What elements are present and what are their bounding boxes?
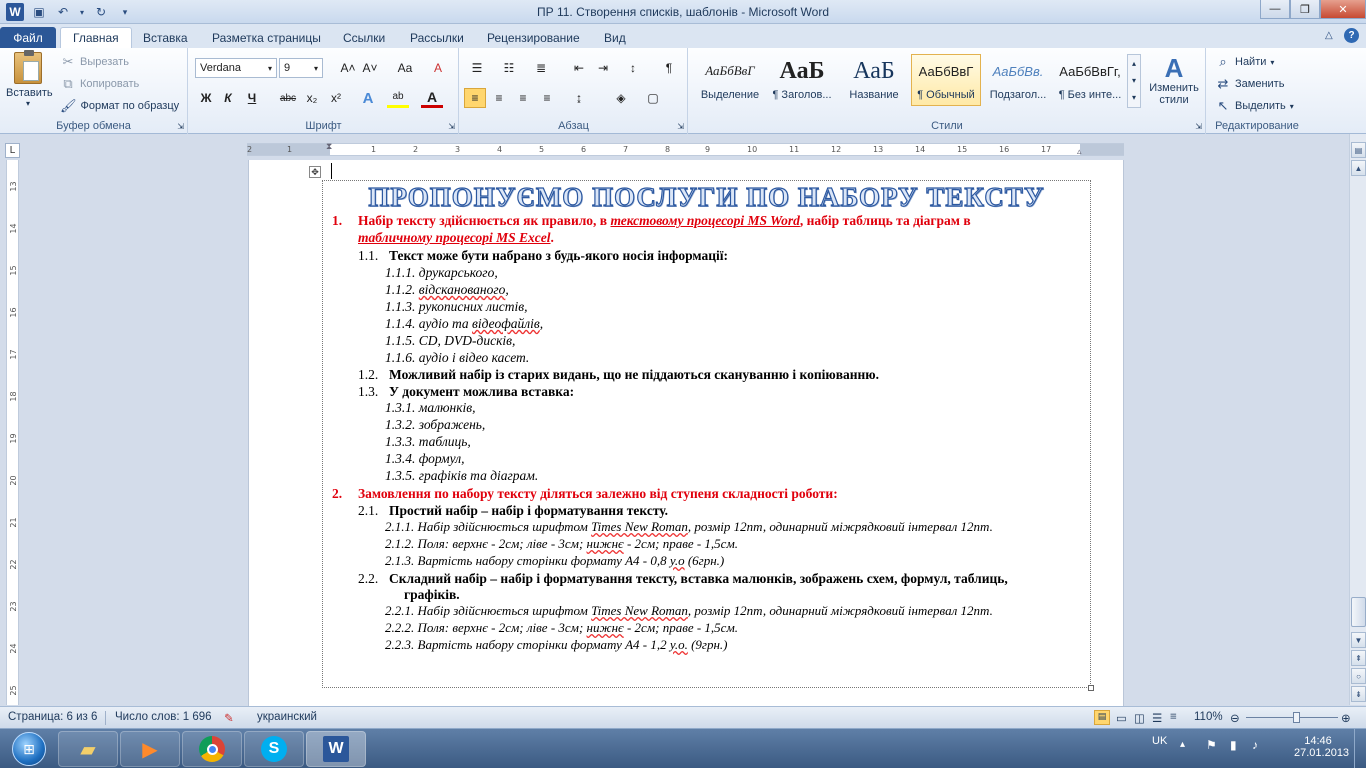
align-center-icon[interactable]: ≡: [495, 91, 503, 105]
copy-icon: ⧉: [63, 76, 73, 91]
clock-time: 14:46: [1304, 735, 1332, 747]
ruler-tick: 1: [287, 145, 293, 154]
list-text: ,: [539, 316, 544, 331]
minimize-button[interactable]: —: [1260, 0, 1290, 19]
list-text: 1.1.2.: [385, 282, 419, 297]
increase-indent-icon[interactable]: ⇥: [597, 61, 609, 75]
list-number: 1.3.: [358, 384, 379, 399]
list-item: [358, 248, 378, 264]
show-desktop-button[interactable]: [1354, 729, 1366, 768]
tab-mailings[interactable]: Рассылки: [410, 30, 464, 45]
list-item: [358, 230, 554, 246]
ruler-tick: 22: [9, 559, 18, 570]
minimize-ribbon-icon[interactable]: △: [1325, 30, 1333, 41]
style-preview: АаБбВв.: [992, 63, 1044, 79]
ruler-tick: 20: [9, 475, 18, 486]
select-button[interactable]: [1215, 98, 1294, 114]
numbering-icon[interactable]: ☷: [503, 61, 515, 75]
paragraph-group: [460, 48, 688, 134]
ruler-tick: 10: [747, 145, 758, 154]
zoom-out-icon[interactable]: ⊖: [1230, 713, 1240, 725]
list-item: [385, 620, 738, 636]
ruler-tick: 7: [623, 145, 629, 154]
tab-review[interactable]: Рецензирование: [487, 30, 580, 45]
find-label: Найти: [1235, 56, 1267, 68]
shading-icon[interactable]: ◈: [616, 91, 626, 105]
list-text: у.о: [669, 553, 685, 568]
find-button[interactable]: [1215, 54, 1274, 70]
ruler-tick: 15: [9, 265, 18, 276]
styles-dialog-launcher-icon[interactable]: ⇲: [1195, 122, 1202, 131]
font-size-value: 9: [284, 62, 291, 74]
ruler-tick: 5: [539, 145, 545, 154]
network-icon[interactable]: ▮: [1230, 738, 1237, 752]
ruler-tick: 14: [9, 223, 18, 234]
list-item: У документ можлива вставка:: [389, 384, 575, 399]
list-text: табличному процесорі MS Excel: [358, 230, 551, 245]
start-button[interactable]: [4, 730, 54, 768]
style-preview: АаБ: [779, 57, 825, 84]
list-text: 2.1.3. Вартість набору сторінки формату А4 - 0,8: [385, 553, 670, 568]
list-item: Простий набір – набір і форматування тексту.: [389, 503, 669, 518]
ruler-tick: 13: [9, 181, 18, 192]
list-item: [385, 282, 509, 298]
style-preview: АаБбВвГ: [705, 63, 755, 78]
list-number: 1.1.: [358, 248, 379, 263]
list-text: відеофайлів: [472, 316, 540, 331]
style-no-spacing[interactable]: [1055, 54, 1125, 106]
styles-group: [689, 48, 1206, 134]
superscript-button[interactable]: x²: [331, 91, 341, 105]
skype-taskbar-button[interactable]: [244, 731, 304, 767]
select-label: Выделить: [1235, 100, 1286, 112]
list-number: 1.2.: [358, 367, 379, 382]
list-text: , розмір 12пт, одинарний міжрядковий інтервал 12пт.: [687, 519, 993, 534]
change-styles-icon: A: [1164, 53, 1184, 83]
proofing-icon[interactable]: ✎: [224, 713, 234, 725]
next-page-icon[interactable]: ⇟: [1351, 686, 1366, 702]
paste-button[interactable]: [6, 52, 53, 108]
line-spacing-icon[interactable]: ↨: [576, 91, 582, 105]
chevron-down-icon: ▾: [1289, 101, 1294, 111]
font-name-combo[interactable]: [195, 58, 277, 78]
ruler-tick: 8: [665, 145, 671, 154]
ruler-tick: 24: [9, 643, 18, 654]
underline-button[interactable]: Ч: [247, 91, 257, 105]
ruler-tick: 16: [9, 307, 18, 318]
flag-icon[interactable]: ⚑: [1206, 738, 1217, 752]
ribbon-tabs: [0, 24, 1366, 48]
list-text: нижнє: [586, 620, 624, 635]
scissors-icon: ✂: [62, 54, 74, 69]
list-text: 2.2.1. Набір здійснюється шрифтом: [385, 603, 592, 618]
styles-group-label: Стили: [931, 120, 963, 132]
language-indicator[interactable]: украинский: [257, 711, 317, 723]
list-item: [332, 486, 342, 502]
decrease-indent-icon[interactable]: ⇤: [573, 61, 585, 75]
list-text: .: [550, 230, 554, 245]
ruler-tick: 2: [413, 145, 419, 154]
chevron-down-icon: ▾: [1270, 57, 1275, 67]
list-item: [385, 553, 724, 569]
style-name: Подзагол...: [989, 89, 1047, 101]
indent-marker-icon[interactable]: ⧗: [326, 141, 333, 151]
ruler-tick: 17: [9, 349, 18, 360]
tab-view[interactable]: Вид: [604, 30, 626, 45]
style-title[interactable]: [839, 54, 909, 106]
horizontal-ruler[interactable]: [247, 143, 1124, 156]
paragraph-dialog-launcher-icon[interactable]: ⇲: [677, 122, 684, 131]
chevron-down-icon: ▾: [313, 63, 318, 73]
show-hidden-icons-icon[interactable]: ▴: [1180, 739, 1186, 750]
zoom-in-icon[interactable]: ⊕: [1341, 713, 1351, 725]
redo-icon[interactable]: ↻: [95, 5, 107, 19]
list-item: Складний набір – набір і форматування тексту, вставка малюнків, зображень схем, формул, таблиць,: [389, 571, 1008, 586]
style-preview: АаБбВвГ: [918, 63, 974, 79]
list-item: [385, 603, 993, 619]
font-color-button[interactable]: A: [421, 88, 443, 108]
word-count[interactable]: Число слов: 1 696: [115, 711, 212, 723]
volume-icon[interactable]: ♪: [1252, 738, 1258, 752]
bullets-icon[interactable]: ☰: [471, 61, 483, 75]
highlight-button[interactable]: ab: [387, 88, 409, 108]
list-item: [385, 536, 738, 552]
style-emphasis[interactable]: [695, 54, 765, 106]
editing-group-label: Редактирование: [1215, 120, 1299, 132]
list-item: [358, 384, 378, 400]
list-item: Можливий набір із старих видань, що не піддаються скануванню і копіюванню.: [389, 367, 879, 382]
ruler-tick: 23: [9, 601, 18, 612]
right-indent-marker-icon[interactable]: ▵: [1077, 146, 1082, 156]
list-item: Замовлення по набору тексту діляться залежно від ступеня складності роботи:: [358, 486, 838, 501]
chrome-icon: [199, 736, 225, 762]
list-item: 1.3.5. графіків та діаграм.: [385, 468, 539, 483]
style-name: ¶ Обычный: [917, 89, 975, 101]
tab-home[interactable]: Главная: [60, 27, 132, 48]
list-text: - 2см; праве - 1,5см.: [623, 620, 739, 635]
divider: [105, 711, 106, 725]
binoculars-icon: ⌕: [1219, 54, 1227, 69]
ruler-tick: 6: [581, 145, 587, 154]
justify-icon[interactable]: ≡: [543, 91, 551, 105]
clipboard-group: [0, 48, 188, 134]
style-heading[interactable]: [767, 54, 837, 106]
replace-label: Заменить: [1235, 78, 1285, 90]
paragraph-group-label: Абзац: [558, 120, 589, 132]
style-name: ¶ Без инте...: [1058, 89, 1122, 101]
list-text: 2.1.1. Набір здійснюється шрифтом: [385, 519, 592, 534]
style-preview: АаБ: [853, 57, 895, 84]
style-normal[interactable]: [911, 54, 981, 106]
list-item: [385, 519, 993, 535]
window-title: ПР 11. Створення списків, шаблонів - Microsoft Word: [537, 5, 829, 19]
ruler-tick: 17: [1041, 145, 1052, 154]
replace-icon: ⇄: [1217, 76, 1229, 91]
list-item: 1.3.2. зображень,: [385, 417, 486, 432]
tab-file[interactable]: Файл: [0, 27, 56, 48]
list-text: (6грн.): [684, 553, 725, 568]
windows-logo-icon: ⊞: [12, 732, 46, 766]
ruler-tick: 2: [247, 145, 253, 154]
style-name: Название: [849, 89, 899, 101]
font-dialog-launcher-icon[interactable]: ⇲: [448, 122, 455, 131]
cut-button[interactable]: [60, 54, 129, 70]
copy-button[interactable]: [60, 76, 139, 92]
clear-formatting-button[interactable]: A: [433, 61, 442, 75]
scroll-up-icon[interactable]: ▲: [1351, 160, 1366, 176]
zoom-level[interactable]: 110%: [1194, 711, 1223, 723]
replace-button[interactable]: [1215, 76, 1284, 92]
change-styles-label: Изменить стили: [1149, 82, 1199, 106]
strikethrough-button[interactable]: abc: [279, 92, 297, 104]
list-item: 1.3.1. малюнків,: [385, 400, 476, 415]
play-icon: ▶: [142, 738, 158, 761]
list-text: , розмір 12пт, одинарний міжрядковий інтервал 12пт.: [687, 603, 993, 618]
folder-icon: ▰: [80, 738, 96, 761]
copy-label: Копировать: [80, 78, 140, 90]
zoom-slider[interactable]: [1246, 717, 1338, 718]
style-name: Выделение: [700, 89, 760, 101]
list-item: [385, 637, 728, 653]
font-size-combo[interactable]: [279, 58, 323, 78]
ruler-tick: 21: [9, 517, 18, 528]
subscript-button[interactable]: x₂: [306, 91, 318, 105]
bold-button[interactable]: Ж: [200, 91, 212, 105]
list-item: [332, 213, 342, 229]
tab-selector[interactable]: L: [5, 143, 20, 158]
frame-resize-handle[interactable]: [1088, 685, 1094, 691]
tab-insert[interactable]: Вставка: [143, 30, 188, 45]
web-layout-view-icon[interactable]: ◫: [1134, 713, 1145, 725]
style-name: ¶ Заголов...: [772, 89, 832, 101]
list-number: 2.: [332, 486, 343, 501]
outline-view-icon[interactable]: ☰: [1152, 713, 1163, 725]
list-item: [358, 213, 971, 229]
editing-group: [1207, 48, 1307, 134]
restore-button[interactable]: ❐: [1290, 0, 1320, 19]
tray-language[interactable]: UK: [1152, 735, 1168, 747]
full-screen-view-icon[interactable]: ▭: [1116, 713, 1127, 725]
list-text: 2.2.3. Вартість набору сторінки формату А4 - 1,2: [385, 637, 670, 652]
clock-date: 27.01.2013: [1294, 747, 1350, 759]
word-app-icon[interactable]: W: [6, 3, 24, 21]
previous-page-icon[interactable]: ⇞: [1351, 650, 1366, 666]
list-item: [358, 503, 378, 519]
scroll-thumb[interactable]: [1351, 597, 1366, 627]
list-text: нижнє: [586, 536, 624, 551]
show-formatting-button[interactable]: ¶: [665, 61, 673, 75]
list-item: 1.1.5. CD, DVD-дисків,: [385, 333, 516, 348]
list-text: (9грн.): [687, 637, 728, 652]
ruler-tick: 11: [789, 145, 800, 154]
multilevel-list-icon[interactable]: ≣: [535, 61, 547, 75]
list-item: 1.1.1. друкарського,: [385, 265, 498, 280]
font-group: [189, 48, 459, 134]
list-item: Текст може бути набрано з будь-якого носія інформації:: [389, 248, 729, 263]
text-cursor: [331, 163, 332, 179]
list-number: 2.2.: [358, 571, 379, 586]
chrome-taskbar-button[interactable]: [182, 731, 242, 767]
cut-label: Вырезать: [80, 56, 129, 68]
close-button[interactable]: ✕: [1320, 0, 1366, 19]
word-taskbar-button[interactable]: [306, 731, 366, 767]
paste-icon: [14, 52, 42, 84]
cursor-icon: ↖: [1217, 98, 1229, 113]
help-icon[interactable]: ?: [1344, 28, 1359, 43]
ruler-tick: 1: [371, 145, 377, 154]
vertical-ruler[interactable]: [6, 160, 19, 705]
list-text: у.о.: [669, 637, 688, 652]
undo-icon[interactable]: ↶: [57, 5, 69, 19]
paintbrush-icon: 🖌: [60, 98, 77, 113]
format-painter-button[interactable]: [60, 98, 179, 114]
browse-object-icon[interactable]: ○: [1351, 668, 1366, 684]
text-effects-button[interactable]: A: [362, 89, 374, 107]
tab-references[interactable]: Ссылки: [343, 30, 386, 45]
align-right-icon[interactable]: ≡: [519, 91, 527, 105]
list-text: - 2см; праве - 1,5см.: [623, 536, 739, 551]
title-bar: [0, 0, 1366, 24]
clipboard-group-label: Буфер обмена: [56, 120, 131, 132]
italic-button[interactable]: К: [224, 91, 232, 105]
font-name-value: Verdana: [200, 62, 241, 74]
save-icon[interactable]: ▣: [33, 5, 45, 19]
clock[interactable]: [1294, 735, 1350, 759]
change-case-button[interactable]: Aa: [397, 61, 413, 75]
tab-page-layout[interactable]: Разметка страницы: [212, 30, 321, 45]
grow-font-button[interactable]: A˄: [340, 61, 356, 75]
sort-icon[interactable]: ↕: [630, 61, 636, 75]
ruler-tick: 19: [9, 433, 18, 444]
vertical-scrollbar[interactable]: [1349, 134, 1366, 705]
font-group-label: Шрифт: [305, 120, 342, 132]
chevron-down-icon: ▾: [267, 63, 272, 73]
ruler-tick: 4: [497, 145, 503, 154]
list-item: 1.1.6. аудіо і відео касет.: [385, 350, 530, 365]
clipboard-dialog-launcher-icon[interactable]: ⇲: [177, 122, 184, 131]
taskbar: [0, 728, 1366, 768]
customize-qat-icon[interactable]: ▾: [122, 6, 128, 17]
list-item: 1.1.3. рукописних листів,: [385, 299, 528, 314]
list-text: 2.2.2. Поля: верхнє - 2см; ліве - 3см;: [385, 620, 587, 635]
shrink-font-button[interactable]: A˅: [362, 61, 378, 75]
list-item: [358, 571, 378, 587]
paste-label: Вставить: [6, 87, 53, 99]
print-layout-view-icon[interactable]: ▤: [1094, 710, 1110, 725]
ribbon: [0, 48, 1366, 134]
ruler-tick: 16: [999, 145, 1010, 154]
list-number: 1.: [332, 213, 343, 228]
borders-icon[interactable]: ▢: [647, 91, 659, 105]
ruler-tick: 12: [831, 145, 842, 154]
list-text: відсканованого: [418, 282, 506, 297]
ruler-tick: 3: [455, 145, 461, 154]
undo-dropdown-icon[interactable]: ▾: [79, 7, 84, 17]
scroll-down-icon[interactable]: ▼: [1351, 632, 1366, 648]
list-item: 1.3.3. таблиць,: [385, 434, 471, 449]
ruler-tick: 25: [9, 685, 18, 696]
ruler-tick: 18: [9, 391, 18, 402]
list-text: 1.1.4. аудіо та: [385, 316, 473, 331]
styles-scroll[interactable]: ▴ ▾ ▾: [1127, 54, 1141, 108]
draft-view-icon[interactable]: ≡: [1170, 711, 1177, 723]
list-item: [358, 367, 378, 383]
media-player-taskbar-button[interactable]: [120, 731, 180, 767]
ruler-tick: 9: [705, 145, 711, 154]
ruler-tick: 14: [915, 145, 926, 154]
zoom-slider-thumb[interactable]: [1293, 712, 1300, 723]
list-text: ,: [505, 282, 509, 297]
list-text: Times New Roman: [591, 603, 688, 618]
move-handle-icon[interactable]: ✥: [309, 166, 321, 178]
list-item: 1.3.4. формул,: [385, 451, 465, 466]
ruler-right-margin: [1080, 144, 1124, 155]
word-icon: W: [323, 736, 349, 762]
page-count[interactable]: Страница: 6 из 6: [8, 711, 98, 723]
ruler-tick: 15: [957, 145, 968, 154]
list-text: , набір таблиць та діаграм в: [799, 213, 971, 228]
change-styles-button[interactable]: [1145, 54, 1203, 106]
ruler-tick: 13: [873, 145, 884, 154]
style-subtitle[interactable]: [983, 54, 1053, 106]
list-item: [385, 316, 543, 332]
headline-wordart: ПРОПОНУЄМО ПОСЛУГИ ПО НАБОРУ ТЕКСТУ: [368, 182, 1045, 212]
format-painter-label: Формат по образцу: [80, 100, 180, 112]
style-preview: АаБбВвГг,: [1059, 63, 1121, 79]
list-text: Times New Roman: [591, 519, 688, 534]
window-controls: [1260, 0, 1366, 19]
list-text: 2.1.2. Поля: верхнє - 2см; ліве - 3см;: [385, 536, 587, 551]
list-number: 2.1.: [358, 503, 379, 518]
list-text: Набір тексту здійснюється як правило, в: [358, 213, 611, 228]
ruler-toggle-icon[interactable]: ▤: [1351, 142, 1366, 158]
list-text: текстовому процесорі MS Word: [610, 213, 800, 228]
status-bar: [0, 706, 1366, 728]
list-item: графіків.: [404, 587, 460, 602]
skype-icon: S: [261, 736, 287, 762]
align-left-icon[interactable]: ≡: [464, 88, 486, 108]
explorer-taskbar-button[interactable]: [58, 731, 118, 767]
paste-dropdown-icon[interactable]: ▾: [25, 99, 30, 108]
